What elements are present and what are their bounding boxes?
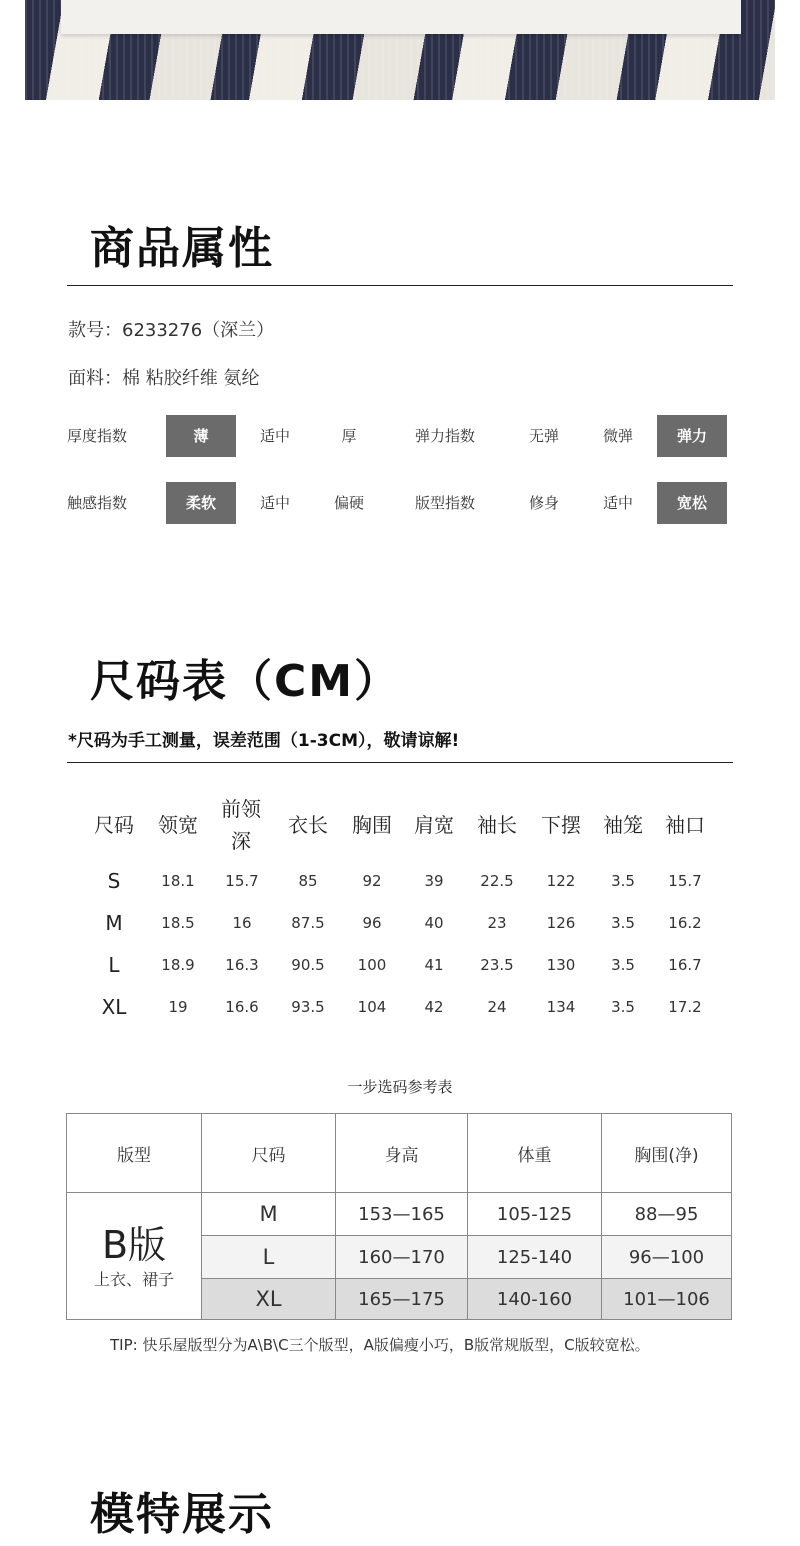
style-number: 款号：6233276（深兰） — [68, 320, 275, 341]
attribute-row-thickness-elasticity — [67, 415, 733, 457]
ref-weight: 125-140 — [468, 1236, 602, 1279]
divider — [67, 285, 733, 286]
model-showcase-title: 模特展示 — [90, 1489, 274, 1540]
header-sleeve: 袖长 — [477, 813, 517, 837]
table-cell: 104 — [357, 998, 387, 1016]
table-cell: 3.5 — [611, 914, 635, 932]
attributes-title: 商品属性 — [90, 223, 274, 274]
table-cell: 16.3 — [225, 956, 259, 974]
table-cell: 3.5 — [611, 998, 635, 1016]
table-cell: 93.5 — [291, 998, 325, 1016]
ref-height: 165—175 — [336, 1279, 468, 1319]
attr-label-thickness: 厚度指数 — [67, 427, 128, 445]
attr-option: 柔软 — [166, 482, 236, 524]
table-cell: 40 — [424, 914, 444, 932]
size-label: M — [105, 911, 123, 935]
table-cell: 22.5 — [480, 872, 514, 890]
header-size: 尺码 — [94, 813, 134, 837]
ref-size-m: M — [202, 1193, 336, 1236]
table-cell: 3.5 — [611, 872, 635, 890]
table-cell: 15.7 — [668, 872, 702, 890]
header-cuff: 袖口 — [665, 813, 705, 837]
table-cell: 23 — [487, 914, 507, 932]
header-length: 衣长 — [288, 813, 328, 837]
size-table — [84, 790, 716, 1028]
ref-table-title: 一步选码参考表 — [347, 1078, 453, 1096]
table-cell: 134 — [546, 998, 576, 1016]
ref-size-xl: XL — [202, 1279, 336, 1319]
header-hem: 下摆 — [541, 813, 581, 837]
table-cell: 3.5 — [611, 956, 635, 974]
table-cell: 18.9 — [161, 956, 195, 974]
table-cell: 92 — [362, 872, 382, 890]
table-cell: 41 — [424, 956, 444, 974]
attr-option: 适中 — [259, 427, 290, 445]
ref-header-fit: 版型 — [67, 1114, 202, 1193]
attr-option: 弹力 — [657, 415, 727, 457]
fit-name: B版 — [101, 1222, 167, 1267]
size-chart-title: 尺码表（CM） — [90, 656, 401, 707]
header-neck-width: 领宽 — [158, 813, 198, 837]
table-cell: 39 — [424, 872, 444, 890]
ref-header-height: 身高 — [336, 1114, 468, 1193]
size-reference-table — [66, 1113, 732, 1320]
table-cell: 42 — [424, 998, 444, 1016]
table-row — [84, 986, 716, 1028]
table-cell: 16.7 — [668, 956, 702, 974]
ref-chest: 88—95 — [602, 1193, 731, 1236]
table-cell: 19 — [168, 998, 188, 1016]
ref-weight: 105-125 — [468, 1193, 602, 1236]
table-cell: 90.5 — [291, 956, 325, 974]
table-cell: 16 — [232, 914, 252, 932]
table-cell: 16.2 — [668, 914, 702, 932]
ref-header-chest: 胸围(净) — [602, 1114, 731, 1193]
table-cell: 96 — [362, 914, 382, 932]
attr-option: 修身 — [528, 494, 559, 512]
table-cell: 18.5 — [161, 914, 195, 932]
table-cell: 24 — [487, 998, 507, 1016]
table-row — [84, 944, 716, 986]
table-cell: 17.2 — [668, 998, 702, 1016]
header-chest: 胸围 — [352, 813, 392, 837]
ref-size-l: L — [202, 1236, 336, 1279]
table-cell: 126 — [546, 914, 576, 932]
attr-label-fit: 版型指数 — [414, 494, 475, 512]
fabric-info: 面料：棉 粘胶纤维 氨纶 — [68, 368, 260, 389]
attr-label-touch: 触感指数 — [67, 494, 128, 512]
table-cell: 122 — [546, 872, 576, 890]
divider — [67, 762, 733, 763]
size-table-header — [84, 790, 716, 860]
ref-weight: 140-160 — [468, 1279, 602, 1319]
attr-option: 适中 — [259, 494, 290, 512]
attr-option: 厚 — [341, 427, 357, 445]
table-row — [84, 860, 716, 902]
size-label: S — [107, 869, 121, 893]
fit-tip: TIP: 快乐屋版型分为A\B\C三个版型，A版偏瘦小巧，B版常规版型，C版较宽松。 — [110, 1336, 650, 1354]
table-cell: 23.5 — [480, 956, 514, 974]
ref-header-weight: 体重 — [468, 1114, 602, 1193]
ref-height: 160—170 — [336, 1236, 468, 1279]
attr-option: 偏硬 — [333, 494, 364, 512]
table-cell: 85 — [298, 872, 318, 890]
table-row — [84, 902, 716, 944]
attr-label-elasticity: 弹力指数 — [414, 427, 475, 445]
size-label: L — [108, 953, 120, 977]
table-cell: 100 — [357, 956, 387, 974]
table-cell: 130 — [546, 956, 576, 974]
attr-option: 薄 — [166, 415, 236, 457]
ref-height: 153—165 — [336, 1193, 468, 1236]
ref-header-size: 尺码 — [202, 1114, 336, 1193]
table-cell: 87.5 — [291, 914, 325, 932]
table-cell: 15.7 — [225, 872, 259, 890]
attribute-row-touch-fit — [67, 482, 733, 524]
header-armhole: 袖笼 — [603, 813, 643, 837]
size-label: XL — [101, 995, 127, 1019]
table-cell: 16.6 — [225, 998, 259, 1016]
product-photo-banner — [25, 0, 775, 100]
header-front-neck-depth: 前领深 — [221, 797, 261, 853]
fit-description: 上衣、裙子 — [93, 1269, 174, 1289]
table-cell: 18.1 — [161, 872, 195, 890]
photo-fabric-detail — [61, 0, 741, 34]
attr-option: 微弹 — [602, 427, 633, 445]
ref-fit-cell — [67, 1193, 202, 1319]
attr-option: 无弹 — [528, 427, 559, 445]
header-shoulder: 肩宽 — [414, 813, 454, 837]
ref-chest: 101—106 — [602, 1279, 731, 1319]
attr-option: 宽松 — [657, 482, 727, 524]
ref-chest: 96—100 — [602, 1236, 731, 1279]
size-note: *尺码为手工测量，误差范围（1-3CM），敬请谅解! — [68, 731, 460, 751]
attr-option: 适中 — [602, 494, 633, 512]
